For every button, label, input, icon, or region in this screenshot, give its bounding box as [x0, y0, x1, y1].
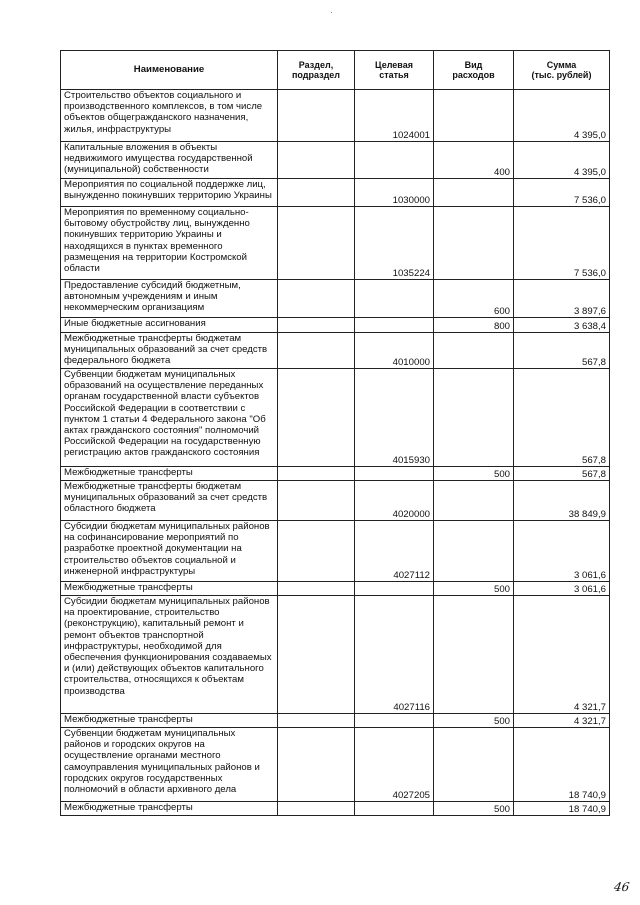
row-name-cell: Межбюджетные трансферты бюджетам муниципальных образований за счет средств федерального бюджета — [61, 333, 278, 369]
table-row — [61, 582, 610, 596]
row-type-cell — [434, 207, 514, 280]
row-amount-cell: 3 061,6 — [514, 582, 610, 596]
scan-speck — [331, 12, 332, 13]
row-amount-cell: 567,8 — [514, 333, 610, 369]
page-number: 46 — [613, 880, 631, 894]
row-section-cell — [278, 369, 355, 467]
row-type-cell — [434, 179, 514, 207]
header-amount: Сумма (тыс. рублей) — [514, 51, 610, 90]
row-section-cell — [278, 333, 355, 369]
row-type-cell: 500 — [434, 802, 514, 816]
row-target-cell: 1035224 — [355, 207, 434, 280]
table-row — [61, 179, 610, 207]
row-target-cell: 1024001 — [355, 90, 434, 142]
row-type-cell: 500 — [434, 714, 514, 728]
row-name-cell: Субсидии бюджетам муниципальных районов на софинансирование мероприятий по разработке проектной документации на строительство объектов социальной и инженерной инфраструктуры — [61, 521, 278, 582]
row-section-cell — [278, 481, 355, 521]
row-target-cell — [355, 714, 434, 728]
row-section-cell — [278, 207, 355, 280]
table-body — [61, 90, 610, 816]
table-row — [61, 369, 610, 467]
row-target-cell — [355, 467, 434, 481]
row-amount-cell: 567,8 — [514, 369, 610, 467]
row-target-cell: 4020000 — [355, 481, 434, 521]
header-target: Целевая статья — [355, 51, 434, 90]
table-row — [61, 596, 610, 714]
row-section-cell — [278, 802, 355, 816]
row-name-cell: Иные бюджетные ассигнования — [61, 318, 278, 333]
row-amount-cell: 4 395,0 — [514, 142, 610, 179]
row-target-cell — [355, 280, 434, 318]
header-section: Раздел, подраздел — [278, 51, 355, 90]
row-amount-cell: 18 740,9 — [514, 728, 610, 802]
row-name-cell: Межбюджетные трансферты — [61, 714, 278, 728]
row-target-cell: 4010000 — [355, 333, 434, 369]
row-amount-cell: 3 638,4 — [514, 318, 610, 333]
row-amount-cell: 18 740,9 — [514, 802, 610, 816]
row-target-cell: 1030000 — [355, 179, 434, 207]
row-amount-cell: 4 321,7 — [514, 596, 610, 714]
row-type-cell: 400 — [434, 142, 514, 179]
table-row — [61, 142, 610, 179]
table-row — [61, 714, 610, 728]
table-row — [61, 207, 610, 280]
row-target-cell: 4027116 — [355, 596, 434, 714]
row-section-cell — [278, 596, 355, 714]
row-type-cell: 600 — [434, 280, 514, 318]
table-row — [61, 333, 610, 369]
row-target-cell — [355, 318, 434, 333]
row-amount-cell: 38 849,9 — [514, 481, 610, 521]
row-section-cell — [278, 582, 355, 596]
row-name-cell: Межбюджетные трансферты — [61, 467, 278, 481]
row-type-cell — [434, 369, 514, 467]
row-name-cell: Субсидии бюджетам муниципальных районов на проектирование, строительство (реконструкцию), капитальный ремонт и ремонт объектов транспортной инфраструктуры, необходимой для обеспечения функционирования создаваемых и (или) действующих объектов капитального строительства, относящихся к объектам производства — [61, 596, 278, 714]
budget-table — [60, 50, 610, 816]
row-section-cell — [278, 179, 355, 207]
row-target-cell: 4015930 — [355, 369, 434, 467]
header-name: Наименование — [61, 51, 278, 90]
row-name-cell: Межбюджетные трансферты — [61, 582, 278, 596]
header-type: Вид расходов — [434, 51, 514, 90]
row-target-cell: 4027112 — [355, 521, 434, 582]
table-header-row — [61, 51, 610, 90]
row-name-cell: Межбюджетные трансферты — [61, 802, 278, 816]
row-name-cell: Мероприятия по временному социально-бытовому обустройству лиц, вынужденно покинувших территорию Украины и находящихся в пунктах временного размещения на территории Костромской области — [61, 207, 278, 280]
row-section-cell — [278, 142, 355, 179]
row-amount-cell: 7 536,0 — [514, 179, 610, 207]
row-target-cell — [355, 582, 434, 596]
row-type-cell: 500 — [434, 467, 514, 481]
row-amount-cell: 3 897,6 — [514, 280, 610, 318]
table-row — [61, 521, 610, 582]
table-row — [61, 802, 610, 816]
table-row — [61, 318, 610, 333]
row-name-cell: Субвенции бюджетам муниципальных районов и городских округов на осуществление органами местного самоуправления муниципальных районов и городских округов государственных полномочий в области архивного дела — [61, 728, 278, 802]
row-amount-cell: 567,8 — [514, 467, 610, 481]
row-name-cell: Межбюджетные трансферты бюджетам муниципальных образований за счет средств областного бюджета — [61, 481, 278, 521]
row-target-cell: 4027205 — [355, 728, 434, 802]
row-type-cell — [434, 333, 514, 369]
row-type-cell: 800 — [434, 318, 514, 333]
table-row — [61, 728, 610, 802]
row-section-cell — [278, 521, 355, 582]
row-amount-cell: 4 321,7 — [514, 714, 610, 728]
row-target-cell — [355, 142, 434, 179]
row-type-cell — [434, 521, 514, 582]
row-target-cell — [355, 802, 434, 816]
row-name-cell: Капитальные вложения в объекты недвижимого имущества государственной (муниципальной) собственности — [61, 142, 278, 179]
table-row — [61, 280, 610, 318]
row-amount-cell: 7 536,0 — [514, 207, 610, 280]
row-name-cell: Субвенции бюджетам муниципальных образований на осуществление переданных органам государственной власти субъектов Российской Федерации в соответствии с пунктом 1 статьи 4 Федерального закона "Об актах гражданского состояния" полномочий Российской Федерации на государственную регистрацию актов гражданского состояния — [61, 369, 278, 467]
row-section-cell — [278, 90, 355, 142]
row-section-cell — [278, 728, 355, 802]
row-type-cell — [434, 728, 514, 802]
row-type-cell: 500 — [434, 582, 514, 596]
table-row — [61, 90, 610, 142]
table-row — [61, 481, 610, 521]
row-section-cell — [278, 714, 355, 728]
row-amount-cell: 3 061,6 — [514, 521, 610, 582]
row-type-cell — [434, 481, 514, 521]
row-name-cell: Предоставление субсидий бюджетным, автономным учреждениям и иным некоммерческим организациям — [61, 280, 278, 318]
table-row — [61, 467, 610, 481]
row-name-cell: Мероприятия по социальной поддержке лиц, вынужденно покинувших территорию Украины — [61, 179, 278, 207]
row-section-cell — [278, 280, 355, 318]
row-amount-cell: 4 395,0 — [514, 90, 610, 142]
row-name-cell: Строительство объектов социального и производственного комплексов, в том числе объектов общегражданского назначения, жилья, инфраструктуры — [61, 90, 278, 142]
row-section-cell — [278, 318, 355, 333]
row-section-cell — [278, 467, 355, 481]
row-type-cell — [434, 90, 514, 142]
row-type-cell — [434, 596, 514, 714]
